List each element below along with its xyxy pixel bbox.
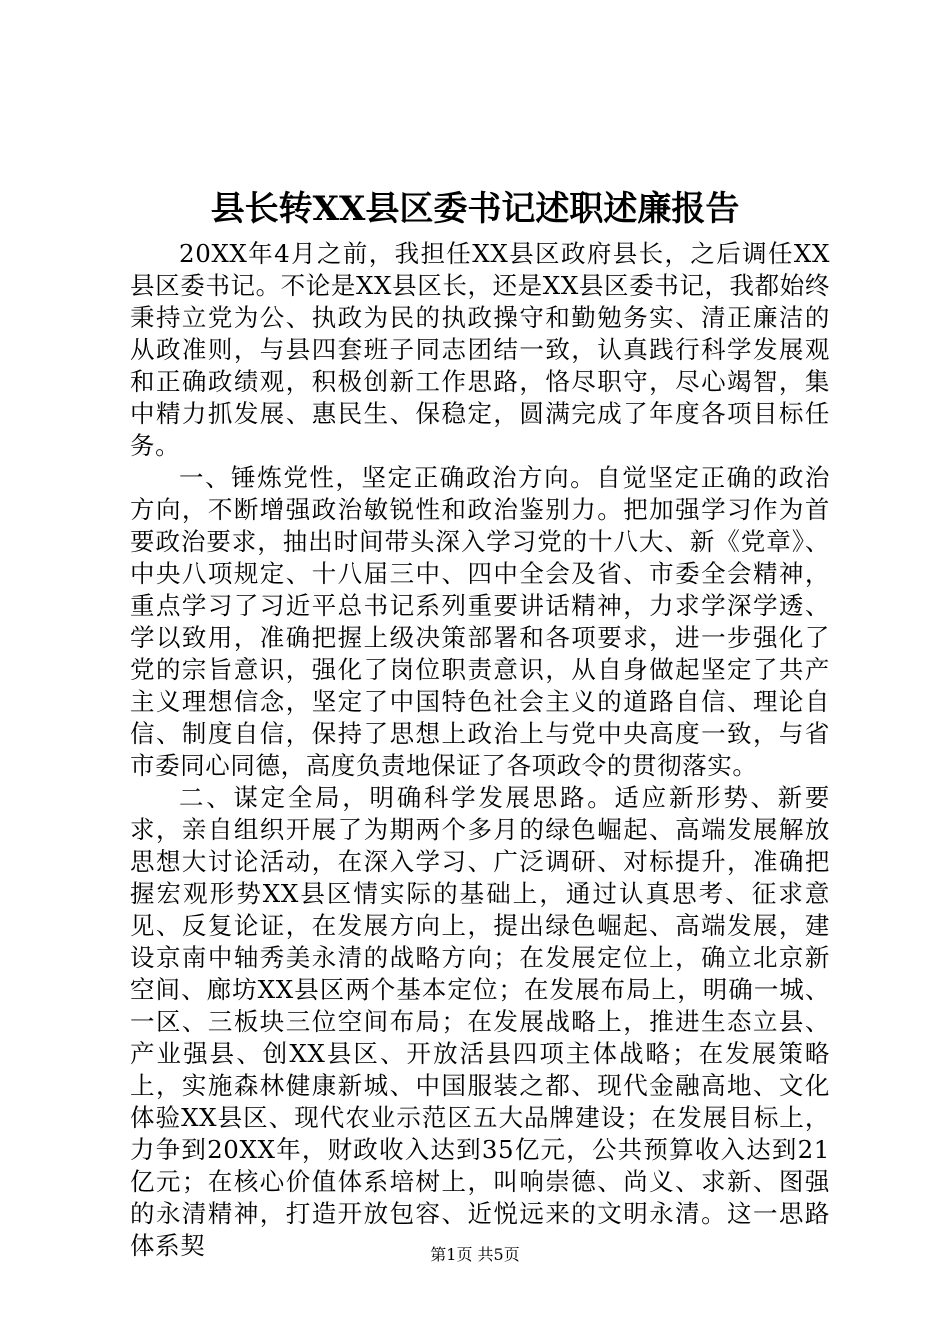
document-title: 县长转XX县区委书记述职述廉报告 bbox=[210, 189, 740, 229]
paragraph-intro: 20XX年4月之前，我担任XX县区政府县长，之后调任XX县区委书记。不论是XX县区长，还是XX县区委书记，我都始终秉持立党为公、执政为民的执政操守和勤勉务实、清正廉洁的从政准则，与县四套班子同志团结一致，认真践行科学发展观和正确政绩观，积极创新工作思路，恪尽职守，尽心竭智，集中精力抓发展、惠民生、保稳定，圆满完成了年度各项目标任务。 bbox=[130, 239, 830, 460]
document-body bbox=[130, 238, 830, 1262]
paragraph-section-one: 一、锤炼党性，坚定正确政治方向。自觉坚定正确的政治方向，不断增强政治敏锐性和政治鉴别力。把加强学习作为首要政治要求，抽出时间带头深入学习党的十八大、新《党章》、中央八项规定、十八届三中、四中全会及省、市委全会精神，重点学习了习近平总书记系列重要讲话精神，力求学深学透、学以致用，准确把握上级决策部署和各项要求，进一步强化了党的宗旨意识，强化了岗位职责意识，从自身做起坚定了共产主义理想信念，坚定了中国特色社会主义的道路自信、理论自信、制度自信，保持了思想上政治上与党中央高度一致，与省市委同心同德，高度负责地保证了各项政令的贯彻落实。 bbox=[130, 463, 830, 780]
page-footer: 第1页 共5页 bbox=[430, 1245, 520, 1264]
paragraph-section-two: 二、谋定全局，明确科学发展思路。适应新形势、新要求，亲自组织开展了为期两个多月的绿色崛起、高端发展解放思想大讨论活动，在深入学习、广泛调研、对标提升，准确把握宏观形势XX县区情实际的基础上，通过认真思考、征求意见、反复论证，在发展方向上，提出绿色崛起、高端发展，建设京南中轴秀美永清的战略方向；在发展定位上，确立北京新空间、廊坊XX县区两个基本定位；在发展布局上，明确一城、一区、三板块三位空间布局；在发展战略上，推进生态立县、产业强县、创XX县区、开放活县四项主体战略；在发展策略上，实施森林健康新城、中国服装之都、现代金融高地、文化体验XX县区、现代农业示范区五大品牌建设；在发展目标上，力争到20XX年，财政收入达到35亿元，公共预算收入达到21亿元；在核心价值体系培树上，叫响崇德、尚义、求新、图强的永清精神，打造开放包容、近悦远来的文明永清。这一思路体系契 bbox=[130, 783, 830, 1260]
